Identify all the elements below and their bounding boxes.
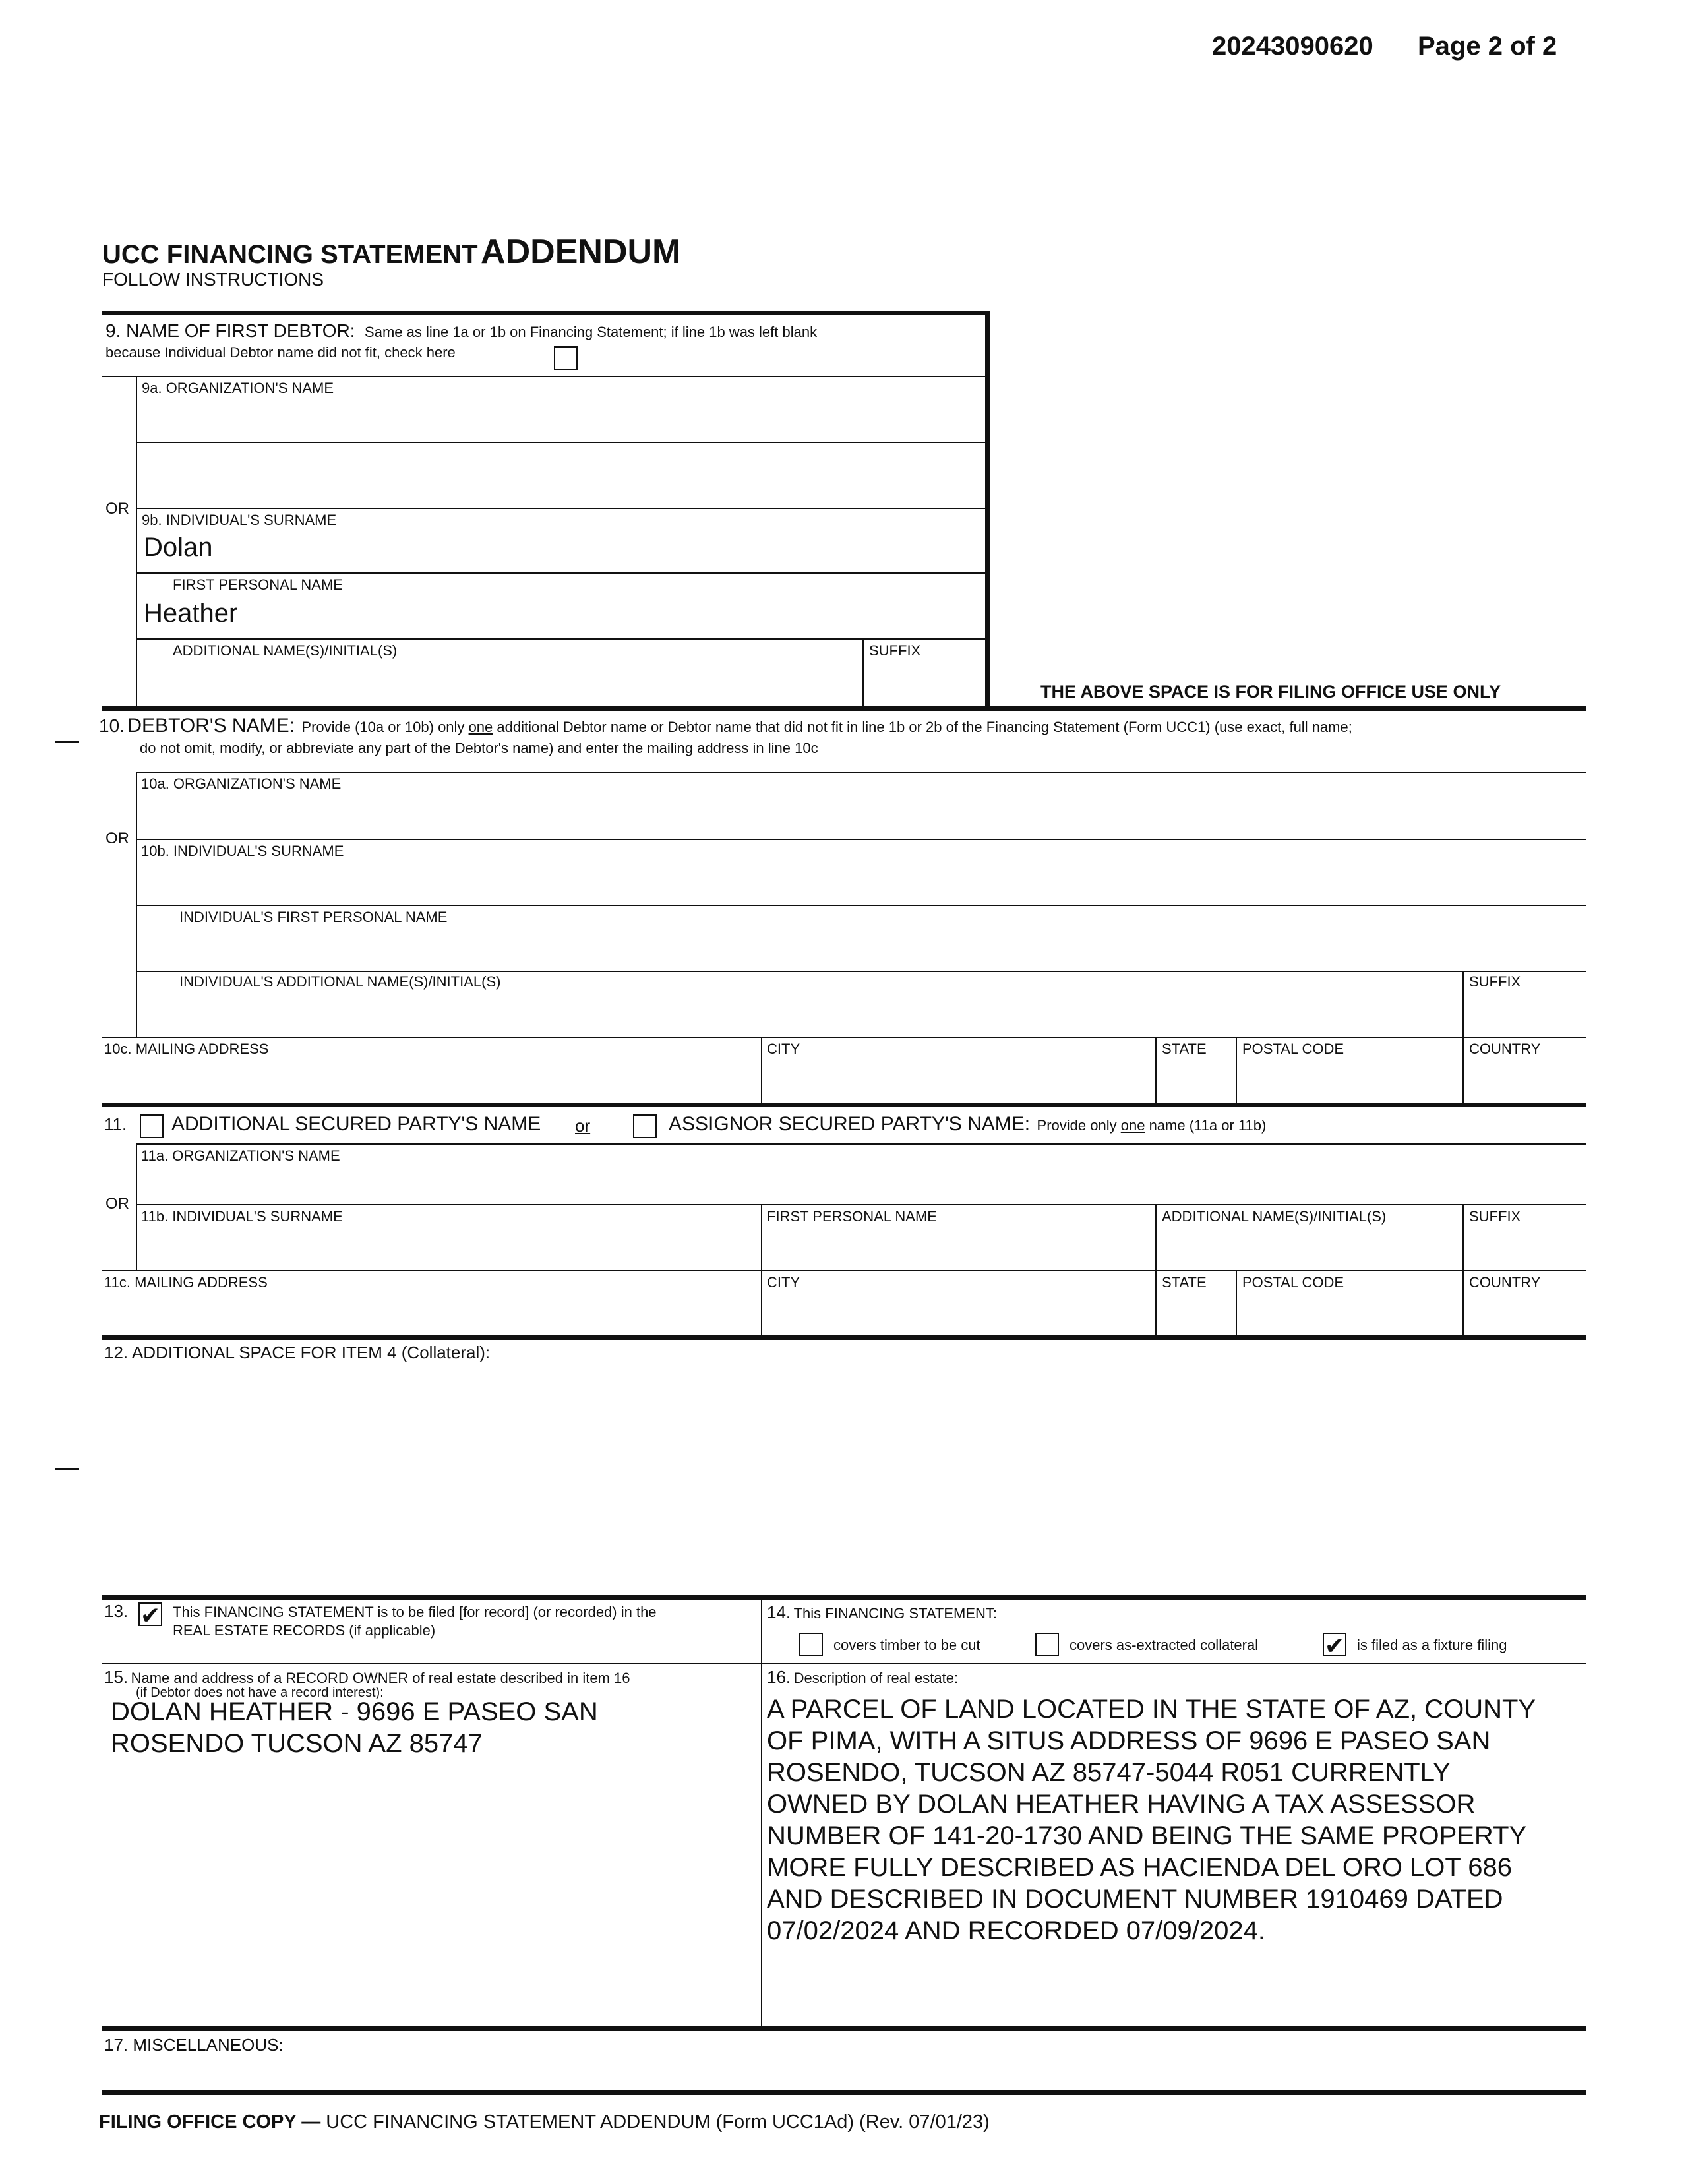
label-11c-mailing-address: 11c. MAILING ADDRESS	[104, 1274, 268, 1290]
section-11-num: 11.	[104, 1114, 127, 1134]
label-10c-city: CITY	[767, 1041, 800, 1057]
section-15-heading: 15. Name and address of a RECORD OWNER of real estate described in item 16	[104, 1667, 630, 1687]
filing-office-note: THE ABOVE SPACE IS FOR FILING OFFICE USE ONLY	[1040, 682, 1501, 702]
margin-tick	[55, 741, 79, 743]
record-owner-line-1[interactable]: DOLAN HEATHER - 9696 E PASEO SAN	[111, 1697, 598, 1726]
section-16-heading: 16. Description of real estate:	[767, 1667, 959, 1687]
label-10-first-name: INDIVIDUAL'S FIRST PERSONAL NAME	[179, 909, 448, 925]
section-15-subnote: (if Debtor does not have a record interest):	[136, 1685, 384, 1700]
form-title	[102, 232, 680, 272]
label-9-suffix: SUFFIX	[869, 642, 921, 659]
label-10b-surname: 10b. INDIVIDUAL'S SURNAME	[141, 843, 344, 859]
label-10a-org-name: 10a. ORGANIZATION'S NAME	[141, 775, 342, 792]
label-11c-city: CITY	[767, 1274, 800, 1290]
page-indicator: Page 2 of 2	[1418, 32, 1557, 61]
description-line: OWNED BY DOLAN HEATHER HAVING A TAX ASSESSOR	[767, 1790, 1476, 1819]
footer-text: UCC FINANCING STATEMENT ADDENDUM (Form UCC1Ad) (Rev. 07/01/23)	[326, 2111, 990, 2133]
or-label-11: OR	[106, 1195, 129, 1213]
label-as-extracted-collateral: covers as-extracted collateral	[1070, 1637, 1259, 1653]
description-line: NUMBER OF 141-20-1730 AND BEING THE SAME PROPERTY	[767, 1821, 1527, 1850]
label-12-additional-space: 12. ADDITIONAL SPACE FOR ITEM 4 (Collateral):	[104, 1343, 491, 1362]
label-10c-postal-code: POSTAL CODE	[1242, 1041, 1344, 1057]
label-covers-timber: covers timber to be cut	[833, 1637, 980, 1653]
description-line: 07/02/2024 AND RECORDED 07/09/2024.	[767, 1916, 1265, 1945]
or-label-10: OR	[106, 830, 129, 847]
label-9-first-name: FIRST PERSONAL NAME	[173, 576, 343, 593]
label-9b-surname: 9b. INDIVIDUAL'S SURNAME	[142, 512, 337, 528]
or-connector-11: or	[575, 1116, 591, 1136]
label-11c-country: COUNTRY	[1469, 1274, 1541, 1290]
section-9-note: because Individual Debtor name did not fit, check here	[106, 344, 456, 361]
label-10-additional-names: INDIVIDUAL'S ADDITIONAL NAME(S)/INITIAL(S)	[179, 973, 501, 990]
description-line: A PARCEL OF LAND LOCATED IN THE STATE OF AZ, COUNTY	[767, 1695, 1536, 1724]
label-11a-org-name: 11a. ORGANIZATION'S NAME	[141, 1147, 340, 1164]
section-13-num: 13.	[104, 1601, 129, 1621]
section-14-heading: 14. This FINANCING STATEMENT:	[767, 1602, 998, 1622]
section-11-assignor-heading: ASSIGNOR SECURED PARTY'S NAME: Provide only one name (11a or 11b)	[669, 1113, 1267, 1135]
checkbox-as-extracted-collateral[interactable]	[1035, 1633, 1059, 1656]
label-additional-secured-party: ADDITIONAL SECURED PARTY'S NAME	[171, 1113, 541, 1135]
section-9-heading: 9. NAME OF FIRST DEBTOR: Same as line 1a or 1b on Financing Statement; if line 1b was left blank	[106, 320, 818, 341]
label-11-additional-names: ADDITIONAL NAME(S)/INITIAL(S)	[1162, 1208, 1387, 1225]
label-11c-state: STATE	[1162, 1274, 1207, 1290]
footer	[99, 2111, 990, 2133]
description-line: ROSENDO, TUCSON AZ 85747-5044 R051 CURRENTLY	[767, 1758, 1451, 1787]
section-13-text-2: REAL ESTATE RECORDS (if applicable)	[173, 1622, 436, 1639]
or-label-9: OR	[106, 500, 129, 518]
margin-tick	[55, 1468, 79, 1470]
checkbox-additional-secured-party[interactable]	[140, 1114, 164, 1138]
label-10c-state: STATE	[1162, 1041, 1207, 1057]
label-11c-postal-code: POSTAL CODE	[1242, 1274, 1344, 1290]
label-10-suffix: SUFFIX	[1469, 973, 1521, 990]
label-11-suffix: SUFFIX	[1469, 1208, 1521, 1225]
label-10c-mailing-address: 10c. MAILING ADDRESS	[104, 1041, 269, 1057]
checkbox-fixture-filing[interactable]: ✔	[1323, 1633, 1346, 1656]
label-9-additional-names: ADDITIONAL NAME(S)/INITIAL(S)	[173, 642, 398, 659]
label-9a-org-name: 9a. ORGANIZATION'S NAME	[142, 380, 334, 396]
footer-bold: FILING OFFICE COPY —	[99, 2111, 321, 2133]
label-11-first-name: FIRST PERSONAL NAME	[767, 1208, 937, 1225]
label-11b-surname: 11b. INDIVIDUAL'S SURNAME	[141, 1208, 343, 1225]
description-line: AND DESCRIBED IN DOCUMENT NUMBER 1910469 DATED	[767, 1885, 1503, 1914]
description-line: OF PIMA, WITH A SITUS ADDRESS OF 9696 E PASEO SAN	[767, 1726, 1491, 1755]
form-title-main: UCC FINANCING STATEMENT	[102, 240, 478, 269]
checkbox-assignor-secured-party[interactable]	[633, 1114, 657, 1138]
checkbox-covers-timber[interactable]	[799, 1633, 823, 1656]
checkbox-real-estate-records[interactable]: ✔	[138, 1602, 162, 1626]
description-line: MORE FULLY DESCRIBED AS HACIENDA DEL ORO LOT 686	[767, 1853, 1512, 1882]
value-9-first-name[interactable]: Heather	[144, 599, 238, 628]
label-fixture-filing: is filed as a fixture filing	[1357, 1637, 1507, 1653]
record-owner-line-2[interactable]: ROSENDO TUCSON AZ 85747	[111, 1729, 483, 1758]
section-13-text-1: This FINANCING STATEMENT is to be filed [for record] (or recorded) in the	[173, 1604, 657, 1620]
label-10c-country: COUNTRY	[1469, 1041, 1541, 1057]
value-9b-surname[interactable]: Dolan	[144, 533, 213, 562]
follow-instructions: FOLLOW INSTRUCTIONS	[102, 269, 324, 289]
section-10-note: do not omit, modify, or abbreviate any part of the Debtor's name) and enter the mailing address in line 10c	[140, 740, 818, 756]
file-number: 20243090620	[1212, 32, 1373, 61]
checkbox-name-did-not-fit[interactable]	[554, 346, 578, 370]
section-10-heading: 10. DEBTOR'S NAME: Provide (10a or 10b) only one additional Debtor name or Debtor name that did not fit in line 1b or 2b of the Financing Statement (Form UCC1) (use exact, full name;	[99, 715, 1352, 737]
form-title-addendum: ADDENDUM	[481, 233, 681, 271]
label-17-miscellaneous: 17. MISCELLANEOUS:	[104, 2035, 284, 2055]
